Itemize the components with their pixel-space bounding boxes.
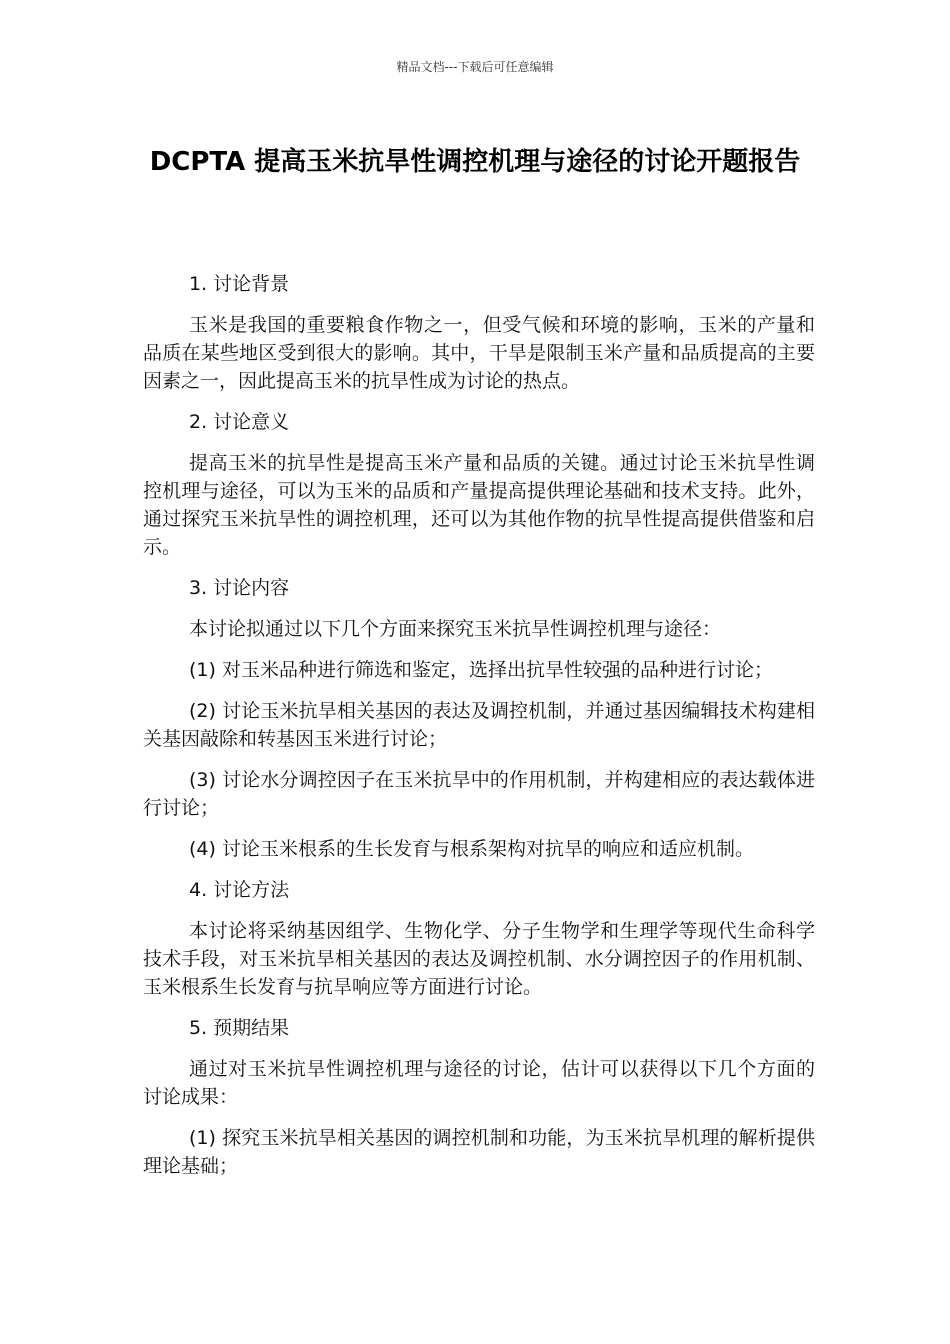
paragraph-significance: 提高玉米的抗旱性是提高玉米产量和品质的关键。通过讨论玉米抗旱性调控机理与途径，可以为玉米的品质和产量提高提供理论基础和技术支持。此外，通过探究玉米抗旱性的调控机理，还可以为其他作物的抗旱性提高提供借鉴和启示。 [143,452,815,558]
document-body [143,270,815,1193]
list-item-content-3: (3) 讨论水分调控因子在玉米抗旱中的作用机制，并构建相应的表达载体进行讨论； [143,769,815,819]
section-heading-significance: 2. 讨论意义 [189,411,290,433]
section-heading-background: 1. 讨论背景 [189,273,290,295]
list-item-content-1: (1) 对玉米品种进行筛选和鉴定，选择出抗旱性较强的品种进行讨论； [189,659,773,681]
list-item-results-1: (1) 探究玉米抗旱相关基因的调控机制和功能，为玉米抗旱机理的解析提供理论基础； [143,1127,815,1177]
list-item-content-2: (2) 讨论玉米抗旱相关基因的表达及调控机制，并通过基因编辑技术构建相关基因敲除和转基因玉米进行讨论； [143,700,815,750]
paragraph-background: 玉米是我国的重要粮食作物之一，但受气候和环境的影响，玉米的产量和品质在某些地区受到很大的影响。其中，干旱是限制玉米产量和品质提高的主要因素之一，因此提高玉米的抗旱性成为讨论的热点。 [143,314,815,392]
section-heading-results: 5. 预期结果 [189,1017,290,1039]
paragraph-results-intro: 通过对玉米抗旱性调控机理与途径的讨论，估计可以获得以下几个方面的讨论成果： [143,1058,815,1108]
header-note: 精品文档---下载后可任意编辑 [396,60,554,74]
paragraph-content-intro: 本讨论拟通过以下几个方面来探究玉米抗旱性调控机理与途径： [189,618,722,640]
document-title: DCPTA 提高玉米抗旱性调控机理与途径的讨论开题报告 [149,147,801,177]
section-heading-content: 3. 讨论内容 [189,577,290,599]
list-item-content-4: (4) 讨论玉米根系的生长发育与根系架构对抗旱的响应和适应机制。 [189,838,754,860]
section-heading-methods: 4. 讨论方法 [189,879,290,901]
paragraph-methods: 本讨论将采纳基因组学、生物化学、分子生物学和生理学等现代生命科学技术手段，对玉米抗旱相关基因的表达及调控机制、水分调控因子的作用机制、玉米根系生长发育与抗旱响应等方面进行讨论。 [143,920,815,998]
